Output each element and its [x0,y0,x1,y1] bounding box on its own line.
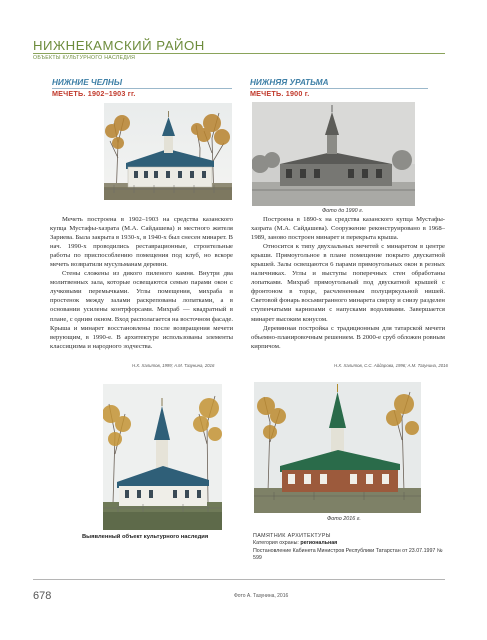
right-paragraph: Деревянная постройка с традиционным для татарской мечети объемно-планировочным решением. В 2000-е сруб обложен ровным кирпичом. [251,324,445,350]
old-photo-caption: Фото до 1990 г. [322,208,364,214]
right-place-name: НИЖНЯЯ УРАТЬМА [250,78,329,87]
right-paragraph: Относится к типу двухзальных мечетей с минаретом в центре крыши. Прямоугольное в плане помещение покрыто двускатной крышей. Залы освещаются 6 парами прямоугольных окон в резных наличниках. Углы и выступы поперечных стен обработаны лопатками. Михраб прямоугольный под двускатной крышей с фронтоном в торце, расчлененным полуциркульной нишей. Световой фонарь восьмигранного минарета сверху и снизу разделен ступенчатыми карнизами с напусками водоливами. Завершается минарет высоким конусом. [251,243,445,323]
nizhnyaya-uratma-old-photo [252,102,415,206]
right-paragraph: Построена в 1890-х на средства казанского купца Мустафы-хазрата (М.А. Сайдашева). Сооружение реконструировано в 1968–1989, заново построен минарет и перекрыта крыша. [251,216,445,242]
footer-rule [33,579,445,580]
left-mosque-title: МЕЧЕТЬ. 1902–1903 гг. [52,89,136,98]
nizhnie-chelny-mosque-photo-2 [103,384,222,530]
left-body-text [50,215,233,351]
region-subtitle: ОБЪЕКТЫ КУЛЬТУРНОГО НАСЛЕДИЯ [33,55,136,61]
monument-decree: Постановление Кабинета Министров Республики Татарстан от 23.07.1997 № 599 [253,547,443,562]
page-number: 678 [33,590,52,602]
region-title: НИЖНЕКАМСКИЙ РАЙОН [33,38,205,53]
right-credit: Н.Х. Халитов, С.С. Айдарова, 1996; А.М. Тазунина, 2016 [334,363,448,368]
footer-photo-credit: Фото А. Тазунина, 2016 [234,593,289,599]
left-place-name: НИЖНИЕ ЧЕЛНЫ [52,78,123,87]
category-value: региональная [300,540,338,547]
right-body-text [251,215,445,351]
left-paragraph: Стены сложены из дикого пиленого камня. Внутри два молитвенных зала, которые освещаются семью парами окон с лучковыми перемычками. Углы помещения, михраба и простенок между залами раскрепованы лопатками, а в основании усилены контрфорсами. Михраб — квадратный в плане, с одним окном. Вход располагается на восточном фасаде. Крыша и минарет восстановлены после возвращения мечети верующим, в 1990-е. В архитектуре использованы элементы классицизма и народного зодчества. [50,270,233,350]
monument-heading: ПАМЯТНИК АРХИТЕКТУРЫ [253,533,331,539]
photo-2016-caption: Фото 2016 г. [327,516,361,522]
nizhnie-chelny-mosque-photo [104,103,232,200]
left-credit: Н.Х. Халитов, 1999; А.М. Тазунина, 2016 [132,363,215,368]
category-prefix: Категория охраны: [253,540,301,547]
monument-info [253,533,445,563]
monument-category [253,540,445,547]
nizhnyaya-uratma-photo-2016 [254,382,421,513]
detected-object-label: Выявленный объект культурного наследия [82,534,209,540]
right-mosque-title: МЕЧЕТЬ. 1900 г. [250,89,310,98]
left-paragraph: Мечеть построена в 1902–1903 на средства казанского купца Мустафы-хазрата (М.А. Сайдашева) и местного жителя Зариева. Была закрыта в 1930-х, в 1940-х был снесен минарет. В нач. 1990-х проводились реставрационные, строительные работы по приспособлению помещения под клуб, но вскоре мечеть возвратили мусульманам деревни. [50,216,233,269]
header-rule [33,53,445,54]
